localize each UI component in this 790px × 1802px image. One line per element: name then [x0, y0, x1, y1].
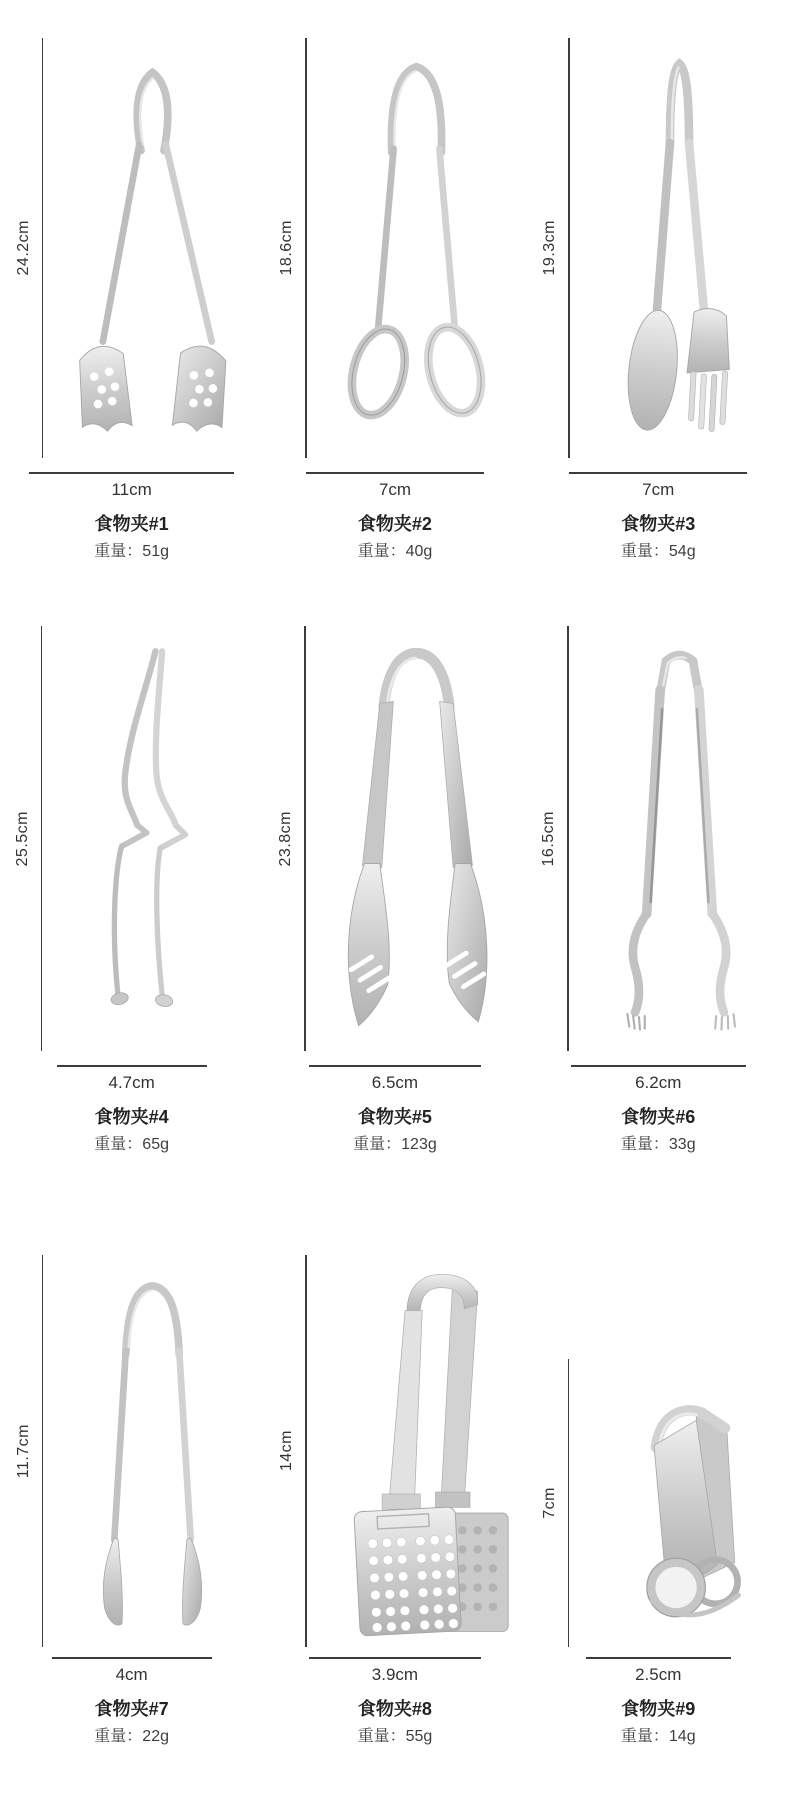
spec-row-2 — [0, 585, 790, 1185]
product-name: 食物夹#3 — [621, 513, 696, 534]
width-measure-line — [57, 1065, 207, 1067]
product-name: 食物夹#9 — [621, 1698, 696, 1719]
height-label: 24.2cm — [14, 220, 32, 276]
weight-prefix: 重量： — [353, 1135, 402, 1153]
height-label: 18.6cm — [278, 220, 296, 276]
width-measure-line — [306, 472, 484, 474]
height-measure-line — [42, 38, 44, 458]
product-card-2 — [263, 0, 526, 585]
perforated-toast-tongs-image — [321, 1255, 512, 1647]
weight-prefix: 重量： — [620, 542, 669, 560]
product-card-5 — [263, 585, 526, 1185]
figure-3 — [527, 0, 790, 470]
weight-value: 22g — [142, 1727, 169, 1745]
width-measure-line — [52, 1657, 212, 1659]
weight-value: 123g — [401, 1135, 437, 1153]
height-label: 25.5cm — [13, 810, 31, 867]
spec-row-1 — [0, 0, 790, 585]
width-label: 2.5cm — [635, 1664, 682, 1684]
height-measure-line — [41, 626, 43, 1051]
product-card-3 — [527, 0, 790, 585]
product-card-7 — [0, 1185, 263, 1802]
product-name: 食物夹#1 — [94, 513, 169, 534]
weight-value: 65g — [142, 1135, 169, 1153]
product-weight — [621, 1726, 696, 1748]
product-weight — [94, 1134, 169, 1156]
figure-7 — [0, 1185, 263, 1655]
weight-value: 54g — [668, 542, 696, 560]
height-label: 23.8cm — [277, 810, 295, 867]
height-label: 7cm — [540, 1487, 558, 1519]
product-name: 食物夹#5 — [357, 1106, 432, 1127]
height-label: 11.7cm — [14, 1423, 32, 1479]
height-measure-line — [42, 1255, 44, 1647]
weight-prefix: 重量： — [94, 542, 143, 560]
figure-4 — [0, 585, 263, 1063]
height-measure-8 — [278, 1255, 307, 1647]
width-label: 7cm — [378, 479, 411, 499]
product-weight — [358, 1726, 433, 1748]
spec-row-3 — [0, 1185, 790, 1802]
product-name: 食物夹#6 — [621, 1106, 696, 1127]
weight-prefix: 重量： — [94, 1727, 143, 1745]
weight-prefix: 重量： — [620, 1135, 669, 1153]
weight-prefix: 重量： — [357, 542, 406, 560]
figure-9 — [527, 1185, 790, 1655]
height-measure-3 — [541, 38, 570, 458]
width-label: 4cm — [115, 1664, 148, 1684]
height-measure-line — [305, 1255, 307, 1647]
weight-prefix: 重量： — [620, 1727, 669, 1745]
width-label: 6.5cm — [371, 1072, 419, 1092]
height-measure-4 — [14, 626, 43, 1051]
height-measure-line — [305, 38, 307, 458]
folded-clip-tongs-image — [583, 1359, 775, 1647]
height-measure-7 — [15, 1255, 44, 1647]
height-measure-2 — [278, 38, 307, 458]
product-weight — [621, 1134, 696, 1156]
toothed-bbq-tongs-image — [583, 626, 776, 1051]
height-measure-6 — [540, 626, 569, 1051]
product-card-9 — [527, 1185, 790, 1802]
figure-2 — [263, 0, 526, 470]
product-weight — [94, 541, 169, 563]
weight-prefix: 重量： — [94, 1135, 143, 1153]
product-weight — [621, 541, 696, 563]
height-measure-9 — [541, 1359, 570, 1647]
weight-value: 51g — [142, 542, 169, 560]
height-measure-line — [568, 1359, 570, 1647]
figure-8 — [263, 1185, 526, 1655]
height-measure-1 — [15, 38, 44, 458]
ring-end-tongs-image — [321, 38, 512, 458]
product-weight — [358, 541, 433, 563]
width-label: 11cm — [111, 479, 152, 499]
width-label: 4.7cm — [108, 1072, 155, 1092]
height-measure-line — [567, 626, 569, 1051]
height-label: 19.3cm — [541, 220, 559, 276]
product-name: 食物夹#7 — [94, 1698, 169, 1719]
width-label: 7cm — [642, 479, 675, 499]
width-label: 3.9cm — [371, 1664, 419, 1684]
product-card-6 — [527, 585, 790, 1185]
height-label: 14cm — [278, 1430, 296, 1472]
height-measure-line — [568, 38, 570, 458]
weight-value: 14g — [668, 1727, 696, 1745]
weight-prefix: 重量： — [357, 1727, 406, 1745]
width-measure-line — [309, 1657, 481, 1659]
width-measure-line — [586, 1657, 731, 1659]
product-name: 食物夹#8 — [357, 1698, 432, 1719]
product-card-1 — [0, 0, 263, 585]
weight-value: 33g — [668, 1135, 696, 1153]
product-name: 食物夹#2 — [357, 513, 432, 534]
figure-6 — [527, 585, 790, 1063]
height-measure-line — [304, 626, 306, 1051]
product-card-8 — [263, 1185, 526, 1802]
width-measure-line — [571, 1065, 746, 1067]
mini-sugar-tongs-image — [57, 1255, 248, 1647]
width-measure-line — [309, 1065, 481, 1067]
height-measure-5 — [277, 626, 306, 1051]
height-label: 16.5cm — [540, 810, 558, 867]
weight-value: 40g — [405, 542, 433, 560]
product-name: 食物夹#4 — [94, 1106, 169, 1127]
fish-bone-tweezers-image — [56, 626, 249, 1051]
figure-5 — [263, 585, 526, 1063]
slotted-leaf-tongs-image — [320, 626, 513, 1051]
slotted-spatula-tongs-image — [57, 38, 248, 458]
product-weight — [94, 1726, 169, 1748]
figure-1 — [0, 0, 263, 470]
spoon-fork-salad-tongs-image — [584, 38, 775, 458]
weight-value: 55g — [405, 1727, 433, 1745]
width-measure-line — [29, 472, 234, 474]
width-measure-line — [569, 472, 747, 474]
product-card-4 — [0, 585, 263, 1185]
product-weight — [353, 1134, 437, 1156]
width-label: 6.2cm — [635, 1072, 682, 1092]
